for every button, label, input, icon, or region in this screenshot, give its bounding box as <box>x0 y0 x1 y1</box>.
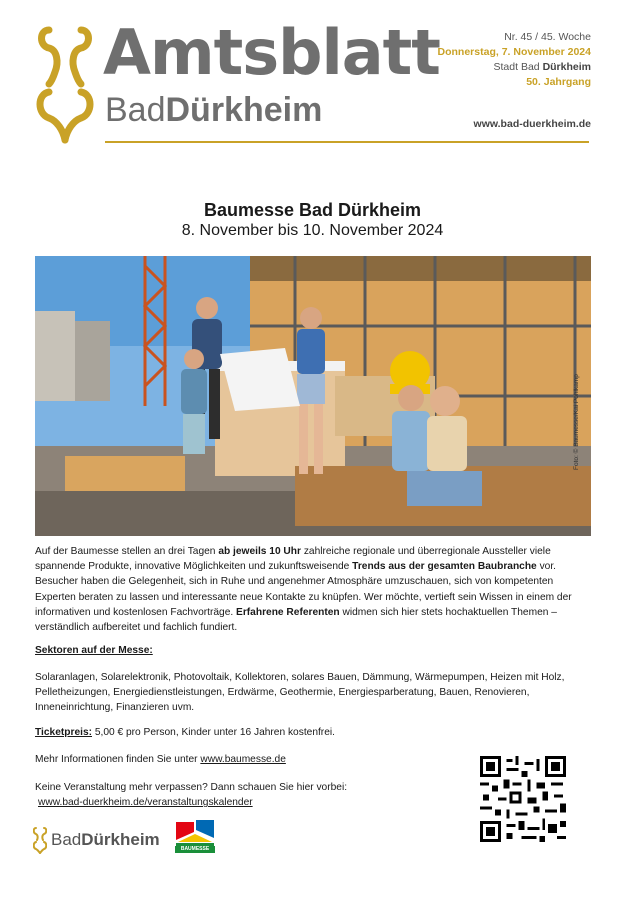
sectors-list: Solaranlagen, Solarelektronik, Photovoltaik, Kollektoren, solares Bauen, Dämmung, Wärmepumpen, Heizen mit Holz, Pelletheizungen, Energiedienstleistungen, Erdwärme, Geothermie, Energiesparberatung, Bauen, Renovieren, Inneneinrichtung, Finanzieren uvm. <box>35 672 565 714</box>
calendar-link[interactable]: www.bad-duerkheim.de/veranstaltungskalender <box>38 797 253 809</box>
footer-logo-text: BadDürkheim <box>51 830 160 849</box>
issue-volume: 50. Jahrgang <box>526 76 591 88</box>
more-info: Mehr Informationen finden Sie unter www.baumesse.de <box>35 754 286 765</box>
publication-city: BadDürkheim <box>105 91 323 129</box>
header-divider <box>105 141 589 143</box>
ticket-info: Ticketpreis: 5,00 € pro Person, Kinder unter 16 Jahren kostenfrei. <box>35 727 335 738</box>
page-title: Amtsblatt <box>103 16 440 89</box>
bad-duerkheim-logo-icon <box>33 826 47 854</box>
baumesse-link[interactable]: www.baumesse.de <box>200 754 286 765</box>
issue-meta <box>438 30 591 90</box>
website-link[interactable]: www.bad-duerkheim.de <box>473 118 591 130</box>
baumesse-logo-label: BAUMESSE <box>175 846 215 853</box>
amtsblatt-logo-icon <box>35 22 95 147</box>
issue-number: Nr. 45 / 45. Woche <box>504 31 591 43</box>
issue-date: Donnerstag, 7. November 2024 <box>437 46 591 58</box>
sectors-heading: Sektoren auf der Messe: <box>35 645 153 656</box>
article-dates: 8. November bis 10. November 2024 <box>181 222 444 239</box>
calendar-info: Keine Veranstaltung mehr verpassen? Dann schauen Sie hier vorbei: www.bad-duerkheim.de/veranstaltungskalender <box>35 780 347 810</box>
qr-code-icon[interactable] <box>480 756 566 842</box>
issue-city: Stadt Bad Dürkheim <box>493 61 591 73</box>
construction-photo <box>35 256 591 536</box>
photo-credit: Foto: © Baumesse/Kai Pohlkamp <box>573 374 580 470</box>
article-intro: Auf der Baumesse stellen an drei Tagen ab jeweils 10 Uhr zahlreiche regionale und überregionale Aussteller viele spannende Produkte, innovative Möglichkeiten und zukunftsweisende Trends aus der gesamten Baubranche vor. Besucher haben die Gelegenheit, sich in Ruhe und angenehmer Atmosphäre umzuschauen, sich von kompetenten Experten beraten zu lassen und interessante neue Kontakte zu knüpfen. Wer möchte, vertieft sein Wissen in einem der informativen und kostenlosen Fachvorträge. Erfahrene Referenten widmen sich hier stets hochaktuellen Themen – verständlich aufbereitet und fachlich fundiert. <box>35 546 572 634</box>
article-title: Baumesse Bad Dürkheim <box>203 200 422 220</box>
